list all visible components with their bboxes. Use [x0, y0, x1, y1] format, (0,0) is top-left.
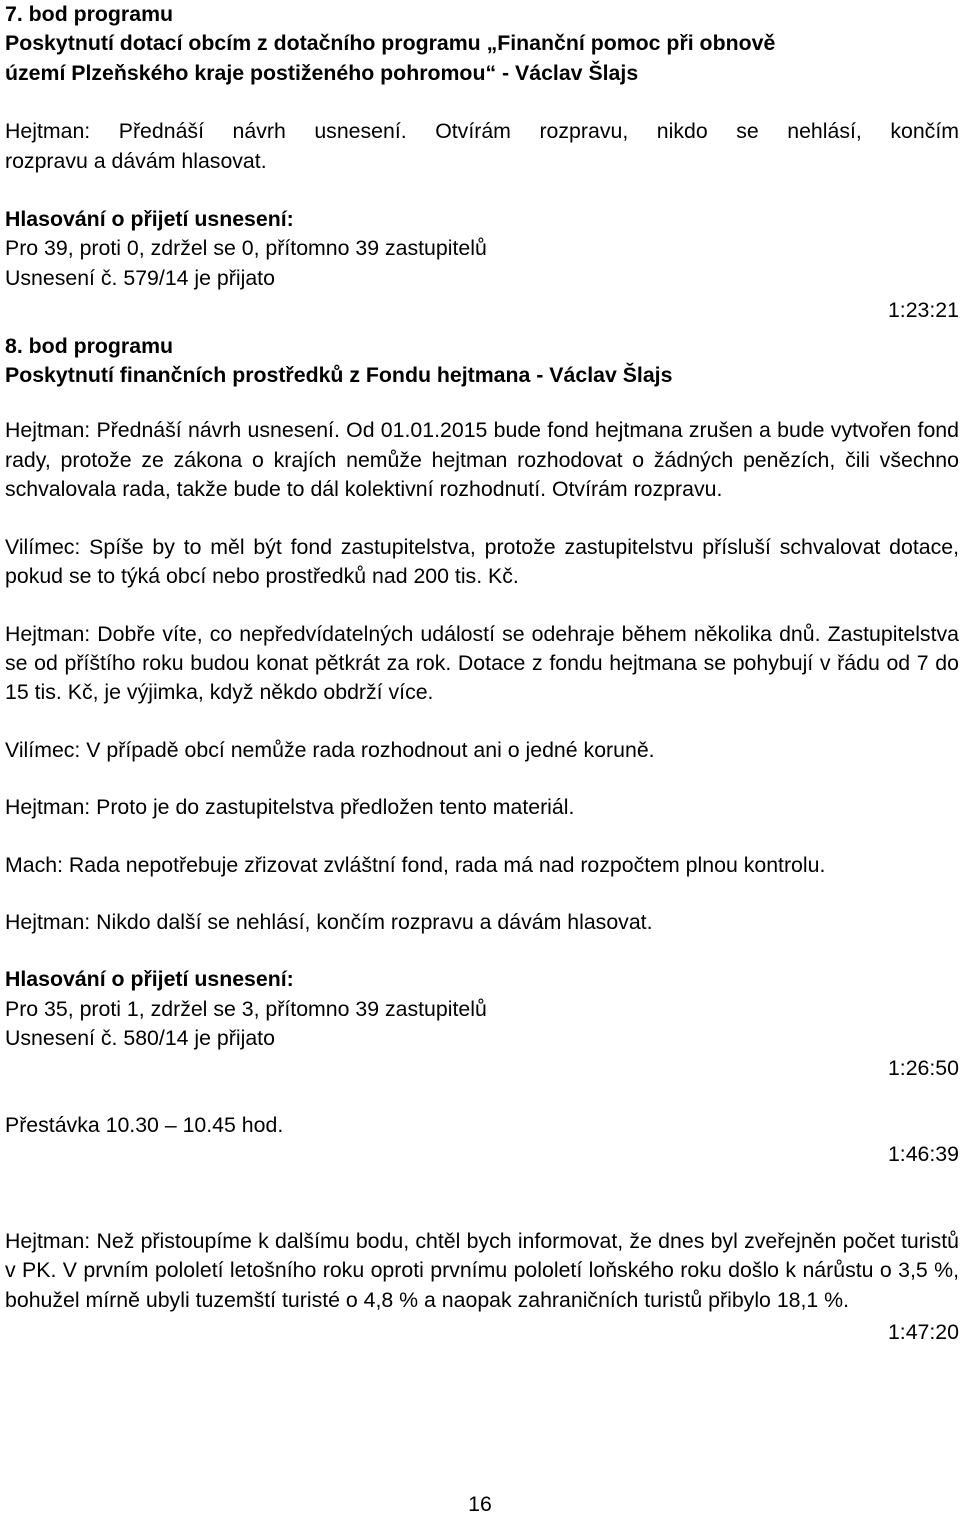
item8-paragraph: Vilímec: V případě obcí nemůže rada rozhodnout ani o jedné koruně. — [5, 737, 655, 762]
item8-timestamp: 1:26:50 — [887, 1055, 959, 1080]
item7-discussion-line1: Hejtman: Přednáší návrh usnesení. Otvírám rozpravu, nikdo se nehlásí, končím — [5, 119, 959, 144]
after-break-paragraph: Hejtman: Než přistoupíme k dalšímu bodu, chtěl bych informovat, že dnes byl zveřejněn počet turistů v PK. V prvním pololetí letošního roku oproti prvnímu pololetí loňského roku došlo k nárůstu o 3,5 %, bohužel mírně ubyli tuzemští turisté o 4,8 % a naopak zahraničních turistů přibylo 18,1 %. — [5, 1228, 959, 1312]
item8-paragraph: Hejtman: Nikdo další se nehlásí, končím rozpravu a dávám hlasovat. — [5, 909, 653, 934]
document-page — [5, 0, 959, 1347]
after-break-timestamp: 1:47:20 — [887, 1320, 959, 1344]
item7-resolution: Usnesení č. 579/14 je přijato — [5, 265, 275, 290]
item8-title: Poskytnutí finančních prostředků z Fondu hejtmana - Václav Šlajs — [5, 363, 673, 388]
item8-heading: 8. bod programu — [5, 333, 174, 358]
item8-vote-result: Pro 35, proti 1, zdržel se 3, přítomno 39 zastupitelů — [5, 996, 487, 1021]
item7-timestamp: 1:23:21 — [887, 298, 959, 323]
item7-title-line1: Poskytnutí dotací obcím z dotačního programu „Finanční pomoc při obnově — [5, 31, 776, 56]
break-timestamp: 1:46:39 — [887, 1142, 959, 1167]
item7-vote-heading: Hlasování o přijetí usnesení: — [5, 207, 294, 232]
item8-paragraph: Mach: Rada nepotřebuje zřizovat zvláštní fond, rada má nad rozpočtem plnou kontrolu. — [5, 852, 826, 877]
break-note: Přestávka 10.30 – 10.45 hod. — [5, 1112, 284, 1137]
item7-heading: 7. bod programu — [5, 2, 174, 26]
item7-discussion-line2: rozpravu a dávám hlasovat. — [5, 148, 267, 173]
item8-paragraph: Vilímec: Spíše by to měl být fond zastupitelstva, protože zastupitelstvu přísluší schvalovat dotace, pokud se to týká obcí nebo prostředků nad 200 tis. Kč. — [5, 534, 959, 589]
item7-title-line2: území Plzeňského kraje postiženého pohromou“ - Václav Šlajs — [5, 60, 639, 85]
item7-discussion — [5, 117, 959, 176]
item8-paragraph: Hejtman: Proto je do zastupitelstva předložen tento materiál. — [5, 795, 575, 820]
page-number: 16 — [468, 1492, 492, 1516]
item8-paragraph: Hejtman: Dobře víte, co nepředvídatelných událostí se odehraje během několika dnů. Zastupitelstva se od příštího roku budou konat pětkrát za rok. Dotace z fondu hejtmana se pohybují v řádu od 7 do 15 tis. Kč, je výjimka, když někdo obdrží více. — [5, 621, 959, 705]
item8-resolution: Usnesení č. 580/14 je přijato — [5, 1026, 275, 1051]
item7-title — [5, 29, 959, 88]
item8-paragraph: Hejtman: Přednáší návrh usnesení. Od 01.01.2015 bude fond hejtmana zrušen a bude vytvořen fond rady, protože ze zákona o krajích nemůže hejtman rozhodovat o žádných penězích, čili všechno schvalovala rada, takže bude to dál kolektivní rozhodnutí. Otvírám rozpravu. — [5, 418, 959, 502]
item8-vote-heading: Hlasování o přijetí usnesení: — [5, 967, 294, 992]
item7-vote-result: Pro 39, proti 0, zdržel se 0, přítomno 39 zastupitelů — [5, 236, 487, 261]
